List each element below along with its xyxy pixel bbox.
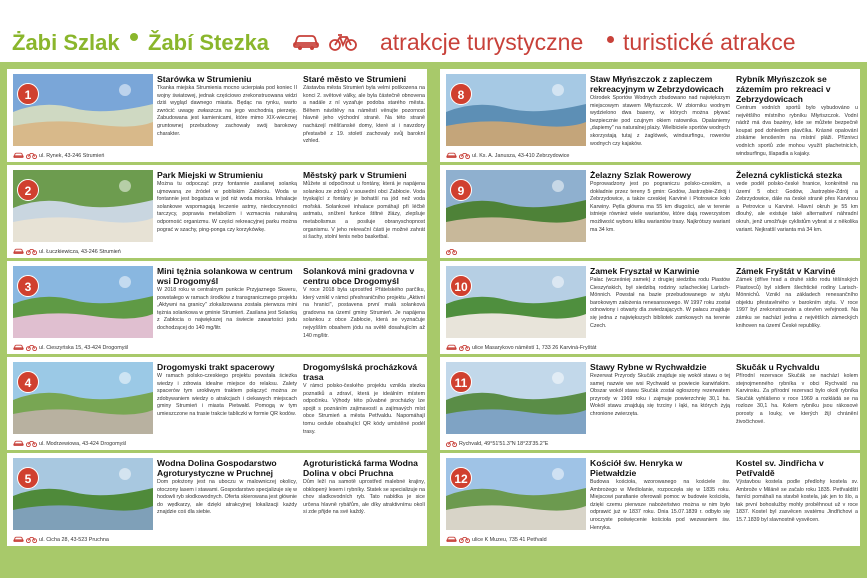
pl-description: [590, 74, 730, 148]
pl-description: [590, 362, 730, 419]
pl-description: [157, 170, 297, 234]
cz-attraction-title: Zámek Fryštát v Karviné: [736, 266, 836, 276]
cz-attraction-title: Solanková mini gradovna v centru obce Drogomyśl: [303, 266, 415, 286]
attraction-footer: [13, 342, 128, 354]
cz-description: [303, 362, 425, 436]
cz-attraction-title: Drogomyślská procházková trasa: [303, 362, 418, 382]
cz-description: [736, 266, 858, 330]
bicycle-icon: [329, 33, 357, 56]
cz-attraction-text: V roce 2018 byla uprostřed Přátelského parčíku, který vznikl v rámci přeshraničního projektu „Aktivní na hranici", postavena první malá solanková gradovna na území gminy Strumień. Je napájena solankou z obce Zabłocie, která se vyznačuje nejvyšším obsahem jódu na světě dosahujícím až 140 mg/litr.: [303, 287, 425, 339]
cz-description: [736, 170, 858, 234]
bicycle-icon: [26, 248, 37, 257]
bicycle-icon: [446, 440, 457, 449]
attraction-footer: [446, 342, 596, 354]
cz-description: [736, 74, 858, 158]
attraction-card: [440, 261, 860, 354]
cz-description: [303, 458, 425, 517]
pl-description: [157, 362, 297, 419]
attraction-number-badge: 9: [450, 179, 472, 201]
pl-description: [590, 458, 730, 532]
bicycle-icon: [26, 536, 37, 545]
cz-attraction-text: V rámci polsko-českého projektu vznikla stezka poznatků a zdraví, která je ideálním místem odpočinku. Výhody této půvabné procházky lze spojit s poznáním zajímavostí a zajímavých míst obce Strumień a města Petřvaldu. Napomáhají tomu cedule obsahující QR kódy umístěné podél trasy.: [303, 383, 425, 435]
pl-attraction-title: Mini tężnia solankowa w centrum wsi Drogomyśl: [157, 266, 293, 286]
car-icon: [13, 152, 24, 161]
cz-attraction-text: vede podél polsko-české hranice, konkrétně na území 5 obcí: Godów, Jastrzębie-Zdrój a Zebrzydowice, dále na české straně přes Karvinou a Petrovice u Karviné. Hlavní okruh je 55 km dlouhý, ale existuje také alternativní náhradní okruh, jenž umožňuje cyklistům vybrat si z několika variant. Nejkratší varianta má 34 km.: [736, 181, 858, 233]
cz-attraction-text: Centrum vodních sportů bylo vybudováno u největšího místního rybníku Młyńszczok. Vodní nádrž má dva bazény, kde se můžete bezpečně koupat pod dohledem plavčíka. Krásné opalování získáme lenošením na místní pláži. Příznivci vodních sportů zde mohou využít plachetnicích, windsurfingu, šlapadla a kajaky.: [736, 105, 858, 157]
car-icon: [446, 344, 457, 353]
car-icon: [446, 152, 457, 161]
attraction-number-badge: 1: [17, 83, 39, 105]
attraction-number-badge: 10: [450, 275, 472, 297]
attraction-number-badge: 2: [17, 179, 39, 201]
cz-description: [303, 266, 425, 340]
car-icon: [13, 536, 24, 545]
cz-attraction-text: Můžete si odpočinout u fontány, která je napájena solankou ze zdrojů v sousední obci Zabłocie. Voda tryskající z fontány je bohatší na jód než voda mořská. Solankové inhalace pomáhají při léčbě astmatu, snížení funkce štítné žlázy, zlepšuje metabolismus a posiluje obranyschopnost organismu. V jeho rekreační části je možné zahrát si šachy, stolní tenis nebo basketbal.: [303, 181, 425, 241]
pl-description: [157, 458, 297, 517]
pl-description: [590, 266, 730, 330]
pl-attraction-text: Ośrodek Sportów Wodnych zbudowano nad największym miejscowym stawem Młyńszczok. W zbiorniku wodnym wydzielono dwa baseny, w których można pływać bezpiecznie pod czujnym okiem ratownika. Opalaniemy „dapiemy" na naturalnej plaży. Wielbiciele sportów wodnych skorzystają tutaj z żaglówek, windsurfingu, rowerów wodnych czy kajaków.: [590, 95, 730, 147]
attraction-footer: [446, 150, 569, 162]
attraction-card: [7, 453, 427, 546]
attraction-footer: [13, 438, 126, 450]
attraction-footer: [446, 246, 459, 258]
cz-attraction-text: Zámek (dříve hrad a druhé sídlo rodu těšínských Piastovců) byl sídlem šlechtické rodiny Larisch-Mönnichů. Vznikl na základech renesančního objektu přestavěného v barokním stylu. V roce 1997 byl zrekonstruován a otevřen veřejnosti. Na zámku se nachází jedna z největších zámeckých knihoven na území České republiky.: [736, 277, 858, 329]
car-icon: [13, 440, 24, 449]
attraction-card: [7, 69, 427, 162]
bicycle-icon: [446, 248, 457, 257]
pl-attraction-text: Poprowadzony jest po pograniczu polsko-czeskim, a dokładnie przez tereny 5 gmin: Godów, Jastrzębie-Zdrój i Zebrzydowice, a także czeskiej Karviné i Piotrowice koło Karwiny. Pętla główna ma 55 km długości, ale w terenie istnieje również wiele wariantów, które dają rowerzystom możliwość wyboru kilku wariantów trasy. Najkrótszy wariant ma 34 km.: [590, 181, 730, 233]
attraction-address: ul. Modrzewiowa, 43-424 Drogomyśl: [39, 441, 127, 447]
pl-brand-title: Żabi Szlak: [12, 30, 120, 55]
attraction-address: ul. Rynek, 43-246 Strumień: [39, 153, 105, 159]
bicycle-icon: [459, 344, 470, 353]
cz-description: [736, 362, 858, 426]
cz-subtitle: turistické atrakce: [623, 29, 796, 55]
attraction-footer: [446, 438, 548, 450]
pl-attraction-title: Kościół św. Henryka w Pietwałdzie: [590, 458, 683, 478]
cz-attraction-text: Zástavba města Strumień byla velmi poškozena na konci 2. světové války, ale byla částečně obnovena a nadále z ní vyzařuje podoba starého města. Během návštěvy na náměstí věnujte pozornost hlavně jeho východní straně. Na této straně nacházejí měšťanské domy, které si i navzdory přestavbě z 19. století zachovaly svůj barokní vzhled.: [303, 85, 425, 145]
attraction-footer: [13, 534, 109, 546]
pl-attraction-title: Staw Młyńszczok z zapleczem rekreacyjnym w Zebrzydowicach: [590, 74, 724, 94]
pl-description: [590, 170, 730, 234]
cz-attraction-title: Městský park v Strumieni: [303, 170, 407, 180]
attraction-footer: [13, 150, 104, 162]
attraction-number-badge: 8: [450, 83, 472, 105]
attraction-card: [440, 453, 860, 546]
attraction-card: [7, 261, 427, 354]
attraction-address: ul. Cicha 28, 43-523 Pruchna: [39, 537, 109, 543]
pl-attraction-text: Budowa kościoła, wzorowanego na kościele św. Ambrożego w Mediolanie, rozpoczęła się w 1835 roku. Miejscowi parafianie oferowali pomoc w budowie kościoła, dzięki czemu pierwsze nabożeństwo można w nim było odprawić już w 1837 roku. Dnia 15.07.1839 r. odbyło się uroczyste poświęcenie kościoła pod wezwaniem św. Henryka.: [590, 479, 730, 531]
cz-description: [736, 458, 858, 525]
cz-attraction-text: Přírodní rezervace Skučák se nachází kolem stejnojmenného rybníka v obci Rychvald na Karvinsku. Za přírodní rezervaci bylo okolí rybníka Skučák vyhlášeno v roce 1969 a rozkládá se na rozloze 30,1 ha. Kolem rybníku jsou rákosové porosty a louky, ve kterých žijí chránění živočichové.: [736, 373, 858, 425]
pl-attraction-title: Żelazny Szlak Rowerowy: [590, 170, 692, 180]
bicycle-icon: [26, 152, 37, 161]
car-icon: [13, 248, 24, 257]
attractions-grid: [0, 62, 867, 578]
attraction-card: [7, 357, 427, 450]
header: [0, 0, 867, 62]
pl-attraction-text: Można tu odpocząć przy fontannie zasilanej solanką ujmowaną ze źródeł w pobliskim Zabłociu. Woda w fontannie jest bogatsza w jod niż woda morska. Inhalacje solankowe wspomagają leczenie astmy, niedoczynności tarczycy, poprawia metabolizm i wzmacnia naturalną odporność organizmu. W części rekreacyjnej parku można pograć w szachy, ping-ponga czy korzykówkę.: [157, 181, 297, 233]
cz-attraction-text: Výstavbou kostela podle předlohy kostela sv. Ambrože v Miláně se začalo roku 1835. Petřvaldští farníci pomáhali na stavbě kostela, jak jen to šlo, a tak první bohoslužby mohly proběhnout už v roce 1837. Kostel byl zasvěcen svatému Jindřichovi a 15.7.1839 byl slavnostně vysvěcen.: [736, 479, 858, 523]
header-separator-dot: [130, 33, 138, 41]
cz-attraction-title: Agroturistická farma Wodna Dolina v obci Pruchna: [303, 458, 418, 478]
attraction-card: [440, 165, 860, 258]
cz-attraction-title: Železná cyklistická stezka: [736, 170, 843, 180]
car-icon: [13, 344, 24, 353]
pl-subtitle: atrakcje turystyczne: [380, 29, 584, 55]
bicycle-icon: [26, 440, 37, 449]
cz-description: [303, 74, 425, 146]
pl-attraction-title: Wodna Dolina Gospodarstwo Agroturystyczne w Pruchnej: [157, 458, 277, 478]
cz-attraction-title: Skučák u Rychvaldu: [736, 362, 820, 372]
car-icon: [292, 33, 320, 56]
attraction-number-badge: 3: [17, 275, 39, 297]
attraction-number-badge: 4: [17, 371, 39, 393]
pl-attraction-text: W ramach polsko-czeskiego projektu powstała ścieżka wiedzy i zdrowia idealne miejsce do relaksu. Zalety spacerów tym urokliwym traktem połączyć można ze zdobywaniem wiedzy o atrakcjach i ciekawych miejscach gminy Strumień i miasta Pietwałd. Pomogą w tym umieszczone na trasie trakcie tabliczki w formie QR kodów.: [157, 373, 297, 417]
attraction-address: ulice Masarykovo náměstí 1, 733 26 Karviná-Fryštát: [472, 345, 597, 351]
subtitle-separator-dot: [607, 36, 614, 43]
attraction-number-badge: 11: [450, 371, 472, 393]
pl-attraction-text: W 2018 roku w centralnym punkcie Przyjaznego Skweru, powstałego w ramach środków z transgranicznego projektu „Aktywni na granicy" zlokalizowana została pierwsza mini tężnia solankowa w gminie Strumień. Zasilana jest Solanką z Zabłocia o największej na świecie zawartości jodu dochodzącej do 140 mg/litr.: [157, 287, 297, 331]
bicycle-icon: [459, 152, 470, 161]
pl-description: [157, 74, 297, 138]
cz-attraction-title: Staré město ve Strumieni: [303, 74, 407, 84]
pl-attraction-text: Rezerwat Przyrody Skučák znajduje się wokół stawu o tej samej nazwie we wsi Rychwałd w powiecie karwińskim. Obszar wokół stawu Skučák został ogłoszony rezerwatem przyrody w 1969 roku i zajmuje powierzchnię 30,1 ha. Wokół stawu znajdują się trzciny i łąki, na których żyją chronione zwierzęta.: [590, 373, 730, 417]
cz-attraction-title: Kostel sv. Jindřicha v Petřvaldě: [736, 458, 824, 478]
cz-attraction-title: Rybník Młyńszczok se zázemím pro rekreaci v Zebrzydowicach: [736, 74, 831, 104]
cz-attraction-text: Dům leží na samotě uprostřed malebné krajiny, obklopený lesem i rybníky. Statek se specializuje na chov sladkovodních ryb. Tato nabídka je sice určena hlavně rybářům, ale díky atraktivnímu okolí si zde přijde na své každý.: [303, 479, 425, 516]
attraction-number-badge: 5: [17, 467, 39, 489]
car-icon: [446, 536, 457, 545]
pl-description: [157, 266, 297, 333]
attraction-footer: [446, 534, 547, 546]
attraction-card: [7, 165, 427, 258]
pl-attraction-title: Stawy Rybne w Rychwałdzie: [590, 362, 707, 372]
attraction-number-badge: 12: [450, 467, 472, 489]
bicycle-icon: [459, 536, 470, 545]
bicycle-icon: [26, 344, 37, 353]
attraction-address: ul. Cieszyńska 15, 43-424 Drogomyśl: [39, 345, 129, 351]
pl-attraction-text: Pałac (wcześniej zamek) z drugiej siedziba rodu Piastów Cieszyńskich, był siedzibą rodziny szlacheckiej Larisch-Mönnich. Powstał na bazie przebudowanego w stylu barokowym założenia renesansowego. W 1997 roku został odnowiony i otwarty dla zwiedzających. W pałacu znajduje się jedna z największych bibliotek zamkowych na terenie Czech.: [590, 277, 730, 329]
cz-description: [303, 170, 425, 242]
cz-brand-title: Žabí Stezka: [148, 30, 270, 55]
pl-attraction-text: Tkanka miejska Strumienia mocno ucierpiała pod koniec II wojny światowej, jednak częściowo zrekonstruowana widzi dziś wygląd dawnego miasta. Będąc na rynku, warto zwrócić uwagę zwłaszcza na jego wschodnią pierzeję. Zabudowana jest kamienicami, które mimo XIX-wiecznej gruntownej przebudowy zachowały swój barokowy charakter.: [157, 85, 297, 137]
attraction-address: ulice K Muzeu, 735 41 Petřvald: [472, 537, 547, 543]
attraction-address: ul. Łuczkiewicza, 43-246 Strumień: [39, 249, 121, 255]
pl-attraction-title: Starówka w Strumieniu: [157, 74, 252, 84]
pl-attraction-title: Zamek Fryształ w Karwinie: [590, 266, 700, 276]
pl-attraction-text: Dom położony jest na uboczu w malowniczej okolicy, otoczony lasem i stawami. Gospodarstwo specjalizuje się w hodowli ryb słodkowodnych. Oferta skierowana jest głównie do wędkarzy, ale dzięki atrakcyjnej lokalizacji każdy znajdzie coś dla siebie.: [157, 479, 297, 516]
pl-attraction-title: Drogomyski trakt spacerowy: [157, 362, 275, 372]
attraction-card: [440, 357, 860, 450]
attraction-address: ul. Ks. A. Janusza, 43-410 Zebrzydowice: [472, 153, 570, 159]
attraction-footer: [13, 246, 121, 258]
attraction-address: Rychvald, 49°51'51.3"N 18°23'35.2"E: [459, 441, 549, 447]
pl-attraction-title: Park Miejski w Strumieniu: [157, 170, 264, 180]
attraction-card: [440, 69, 860, 162]
